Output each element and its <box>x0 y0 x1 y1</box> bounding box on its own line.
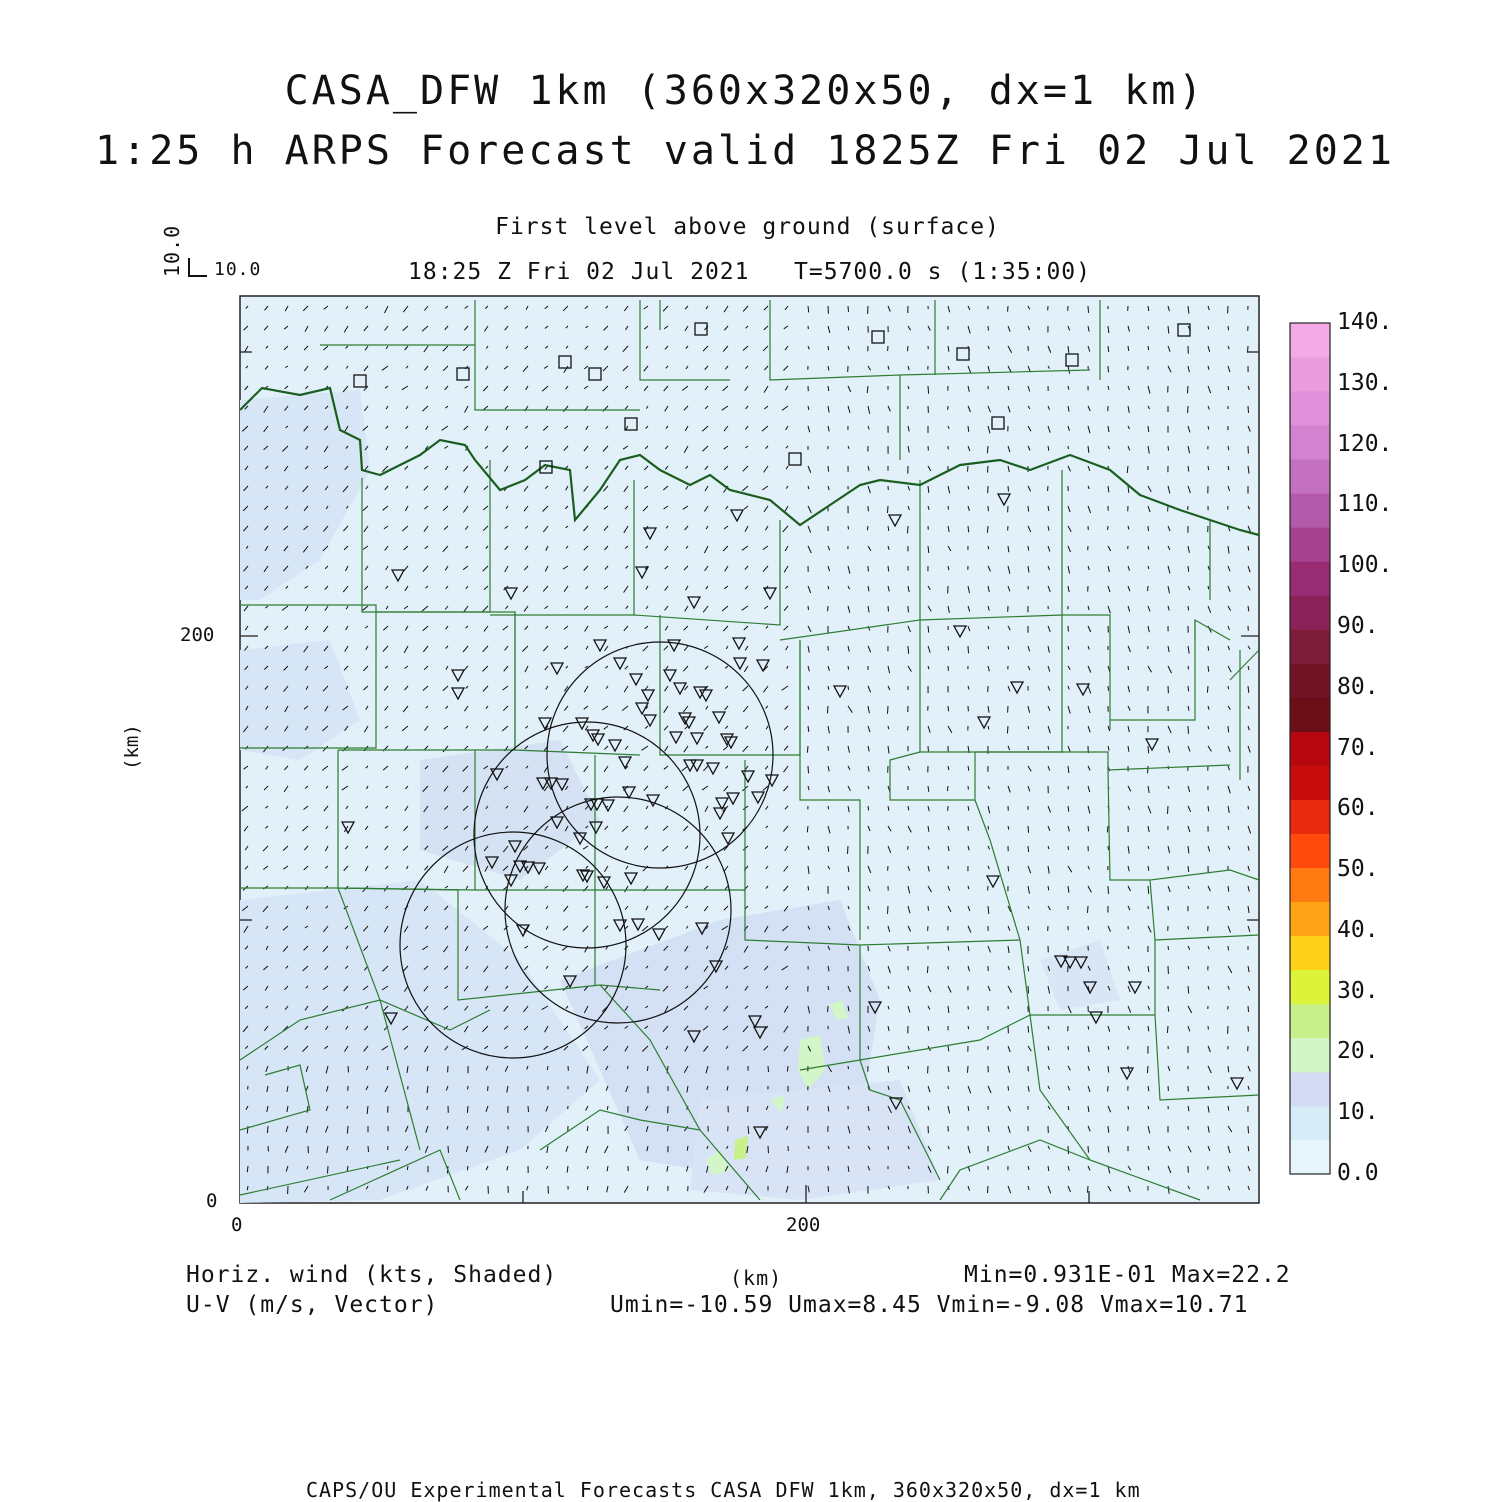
wind-vector <box>328 1166 329 1174</box>
wind-vector <box>868 1046 869 1049</box>
wind-vector <box>808 886 809 890</box>
wind-vector <box>647 1066 648 1071</box>
wind-vector <box>1148 886 1149 894</box>
wind-vector <box>387 1066 388 1070</box>
wind-vector <box>1028 826 1029 833</box>
colorbar-label: 90. <box>1337 613 1379 639</box>
colorbar-swatch <box>1290 970 1330 1004</box>
colorbar-swatch <box>1290 459 1330 493</box>
wind-vector <box>948 786 949 791</box>
wind-vector <box>888 906 889 914</box>
wind-vector <box>368 1146 369 1152</box>
wind-vector <box>828 1186 829 1192</box>
wind-vector <box>1108 686 1109 691</box>
wind-vector <box>948 506 949 510</box>
wind-vector <box>827 706 828 713</box>
wind-vector <box>807 746 808 753</box>
wind-vector <box>808 606 809 610</box>
wind-vector <box>1228 326 1229 330</box>
wind-vector <box>587 1126 588 1131</box>
wind-vector <box>1208 466 1209 470</box>
wind-vector <box>348 1066 349 1072</box>
wind-vector <box>1188 726 1189 734</box>
credit-line: CAPS/OU Experimental Forecasts CASA DFW 1km, 360x320x50, dx=1 km <box>306 1478 1141 1502</box>
wind-vector <box>387 1166 388 1170</box>
x-tick-0: 0 <box>231 1214 242 1236</box>
colorbar-swatch <box>1290 902 1330 936</box>
x-axis-label: (km) <box>730 1266 782 1290</box>
wind-vector <box>1248 546 1249 550</box>
colorbar-swatch <box>1290 561 1330 595</box>
wind-vector <box>1028 506 1029 512</box>
wind-vector <box>1208 666 1209 672</box>
wind-vector <box>828 1166 829 1171</box>
wind-vector <box>948 866 949 869</box>
wind-vector <box>1028 926 1029 930</box>
colorbar-label: 40. <box>1337 917 1379 943</box>
wind-vector <box>928 386 929 394</box>
wind-vector <box>968 646 969 653</box>
title-line-1: CASA_DFW 1km (360x320x50, dx=1 km) <box>0 68 1490 114</box>
wind-vector <box>828 466 829 472</box>
wind-vector <box>1168 806 1169 814</box>
wind-vector <box>848 526 849 529</box>
colorbar-label: 0.0 <box>1337 1160 1379 1186</box>
colorbar-label: 110. <box>1337 491 1392 517</box>
wind-vector <box>1128 1106 1129 1110</box>
wind-vector <box>848 306 849 312</box>
colorbar-swatch <box>1290 323 1330 357</box>
colorbar <box>1290 323 1330 1174</box>
wind-vector <box>448 1146 449 1153</box>
wind-vector <box>1128 346 1129 351</box>
wind-vector <box>387 1186 388 1192</box>
wind-vector <box>1088 906 1089 913</box>
wind-vector <box>808 306 809 312</box>
colorbar-swatch <box>1290 1072 1330 1106</box>
colorbar-label: 140. <box>1337 309 1392 335</box>
wind-vector <box>1168 446 1169 451</box>
wind-vector <box>247 1186 248 1190</box>
wind-vector <box>1108 346 1109 352</box>
wind-vector <box>867 526 868 530</box>
wind-vector <box>988 646 989 649</box>
wind-vector <box>1068 1046 1069 1050</box>
wind-vector <box>888 606 889 612</box>
field-label: Horiz. wind (kts, Shaded) <box>186 1262 557 1288</box>
wind-vector <box>1107 826 1108 832</box>
wind-vector <box>888 566 889 571</box>
valid-time: 18:25 Z Fri 02 Jul 2021 <box>408 259 750 285</box>
wind-vector <box>908 346 909 351</box>
wind-vector <box>1108 886 1109 894</box>
colorbar-swatch <box>1290 800 1330 834</box>
wind-vector <box>1088 1146 1089 1153</box>
wind-vector <box>1208 586 1209 589</box>
wind-vector <box>1088 926 1089 930</box>
min-max-stats: Min=0.931E-01 Max=22.2 <box>964 1262 1291 1288</box>
wind-vector <box>528 1106 529 1112</box>
colorbar-label: 70. <box>1337 735 1379 761</box>
wind-vector <box>268 1146 269 1151</box>
wind-vector <box>1108 846 1109 850</box>
wind-vector <box>1228 726 1229 733</box>
wind-vector <box>1007 726 1008 733</box>
wind-vector <box>1008 486 1009 492</box>
wind-vector <box>928 906 929 911</box>
wind-vector <box>848 846 849 854</box>
x-tick-200: 200 <box>786 1214 820 1236</box>
colorbar-swatch <box>1290 595 1330 629</box>
wind-vector <box>1028 546 1029 551</box>
wind-vector <box>988 326 989 331</box>
wind-vector <box>948 646 949 650</box>
wind-vector <box>868 806 869 810</box>
wind-vector <box>1248 1006 1249 1012</box>
wind-vector <box>807 826 808 832</box>
vector-label: U-V (m/s, Vector) <box>186 1292 438 1318</box>
colorbar-swatch <box>1290 425 1330 459</box>
wind-vector <box>1188 566 1189 572</box>
wind-vector <box>848 1066 849 1069</box>
wind-vector <box>988 466 989 473</box>
colorbar-swatch <box>1290 527 1330 561</box>
wind-vector <box>547 1066 548 1070</box>
wind-vector <box>407 1166 408 1170</box>
vector-ref-vertical: 10.0 <box>160 225 184 277</box>
uv-stats: Umin=-10.59 Umax=8.45 Vmin=-9.08 Vmax=10.71 <box>610 1292 1248 1318</box>
wind-vector <box>267 1126 268 1133</box>
wind-vector <box>1088 826 1089 831</box>
model-time: T=5700.0 s (1:35:00) <box>794 259 1091 285</box>
wind-vector <box>908 1066 909 1069</box>
level-label: First level above ground (surface) <box>0 214 1495 240</box>
wind-vector <box>1108 1066 1109 1073</box>
wind-vector <box>1208 806 1209 811</box>
colorbar-swatch <box>1290 936 1330 970</box>
wind-vector <box>808 766 809 773</box>
wind-vector <box>1188 666 1189 669</box>
wind-vector <box>968 526 969 532</box>
wind-vector <box>1167 1026 1168 1033</box>
colorbar-swatch <box>1290 663 1330 697</box>
wind-vector <box>888 706 889 714</box>
wind-vector <box>888 1146 889 1150</box>
wind-vector <box>1008 866 1009 871</box>
wind-vector <box>1188 986 1189 994</box>
wind-vector <box>347 1166 348 1171</box>
wind-vector <box>1207 686 1208 693</box>
wind-vector <box>548 1186 549 1194</box>
wind-vector <box>828 846 829 852</box>
vector-ref-horizontal: 10.0 <box>214 259 261 280</box>
wind-vector <box>768 1146 769 1153</box>
colorbar-label: 30. <box>1337 978 1379 1004</box>
colorbar-label: 80. <box>1337 674 1379 700</box>
title-line-2: 1:25 h ARPS Forecast valid 1825Z Fri 02 Jul 2021 <box>0 128 1490 174</box>
wind-vector <box>1068 1146 1069 1154</box>
wind-vector <box>908 646 909 654</box>
wind-vector <box>988 826 989 830</box>
wind-vector <box>1108 366 1109 372</box>
wind-vector <box>1128 666 1129 670</box>
wind-vector <box>1028 966 1029 971</box>
wind-vector <box>1208 326 1209 329</box>
wind-vector <box>948 706 949 711</box>
wind-vector <box>1148 746 1149 753</box>
wind-vector <box>1028 726 1029 729</box>
wind-vector <box>928 626 929 633</box>
wind-vector <box>1168 946 1169 950</box>
wind-vector <box>467 1106 468 1113</box>
colorbar-swatch <box>1290 1106 1330 1140</box>
wind-vector <box>1147 1066 1148 1073</box>
wind-vector <box>968 466 969 472</box>
wind-vector <box>848 686 849 690</box>
colorbar-label: 10. <box>1337 1099 1379 1125</box>
wind-vector <box>987 446 988 453</box>
wind-vector <box>1048 486 1049 491</box>
wind-vector <box>968 426 969 432</box>
wind-vector <box>848 326 849 330</box>
wind-vector <box>1208 646 1209 651</box>
wind-vector <box>1028 846 1029 852</box>
vector-ref-arrow-icon <box>189 258 207 276</box>
colorbar-swatch <box>1290 766 1330 800</box>
wind-vector <box>1048 886 1049 890</box>
wind-vector <box>927 966 928 973</box>
colorbar-swatch <box>1290 834 1330 868</box>
wind-vector <box>1228 826 1229 830</box>
wind-vector <box>1088 306 1089 313</box>
colorbar-swatch <box>1290 357 1330 391</box>
wind-vector <box>1148 526 1149 531</box>
colorbar-label: 120. <box>1337 431 1392 457</box>
wind-vector <box>988 1186 989 1193</box>
colorbar-label: 100. <box>1337 552 1392 578</box>
wind-vector <box>467 1166 468 1170</box>
colorbar-swatch <box>1290 629 1330 663</box>
wind-vector <box>948 1166 949 1174</box>
wind-vector <box>1148 326 1149 329</box>
colorbar-swatch <box>1290 1140 1330 1174</box>
y-tick-200: 200 <box>180 624 214 646</box>
wind-vector <box>1008 1086 1009 1091</box>
wind-vector <box>1188 606 1189 610</box>
wind-vector <box>1048 746 1049 750</box>
wind-vector <box>828 806 829 809</box>
wind-vector <box>1088 1186 1089 1193</box>
colorbar-label: 50. <box>1337 856 1379 882</box>
wind-vector <box>968 1066 969 1073</box>
wind-vector <box>888 506 889 513</box>
colorbar-label: 20. <box>1337 1038 1379 1064</box>
y-tick-0: 0 <box>206 1190 217 1212</box>
wind-vector <box>908 526 909 533</box>
wind-vector <box>1068 846 1069 850</box>
wind-vector <box>347 1126 348 1134</box>
wind-vector <box>1188 866 1189 872</box>
wind-vector <box>768 1066 769 1072</box>
wind-vector <box>828 346 829 350</box>
colorbar-swatch <box>1290 1038 1330 1072</box>
wind-vector <box>607 1106 608 1110</box>
wind-vector <box>628 1066 629 1069</box>
wind-vector <box>1008 646 1009 649</box>
wind-vector <box>1248 806 1249 809</box>
wind-vector <box>1228 946 1229 950</box>
wind-vector <box>1188 686 1189 691</box>
wind-vector <box>1228 686 1229 689</box>
wind-vector <box>1028 986 1029 994</box>
colorbar-label: 130. <box>1337 370 1392 396</box>
wind-vector <box>808 706 809 710</box>
colorbar-swatch <box>1290 731 1330 765</box>
wind-vector <box>1248 406 1249 413</box>
wind-vector <box>848 666 849 670</box>
wind-vector <box>648 1186 649 1191</box>
wind-vector <box>1108 1126 1109 1133</box>
wind-vector <box>987 526 988 533</box>
wind-vector <box>787 1066 788 1072</box>
colorbar-swatch <box>1290 868 1330 902</box>
wind-vector <box>587 1186 588 1190</box>
wind-vector <box>828 746 829 751</box>
wind-vector <box>828 306 829 314</box>
y-axis-label: (km) <box>121 724 143 770</box>
wind-vector <box>1248 1126 1249 1133</box>
colorbar-swatch <box>1290 697 1330 731</box>
wind-vector <box>247 1166 248 1172</box>
colorbar-swatch <box>1290 493 1330 527</box>
wind-vector <box>1148 346 1149 350</box>
colorbar-label: 60. <box>1337 795 1379 821</box>
wind-vector <box>1188 386 1189 393</box>
colorbar-swatch <box>1290 1004 1330 1038</box>
colorbar-swatch <box>1290 391 1330 425</box>
wind-vector <box>1028 1026 1029 1033</box>
